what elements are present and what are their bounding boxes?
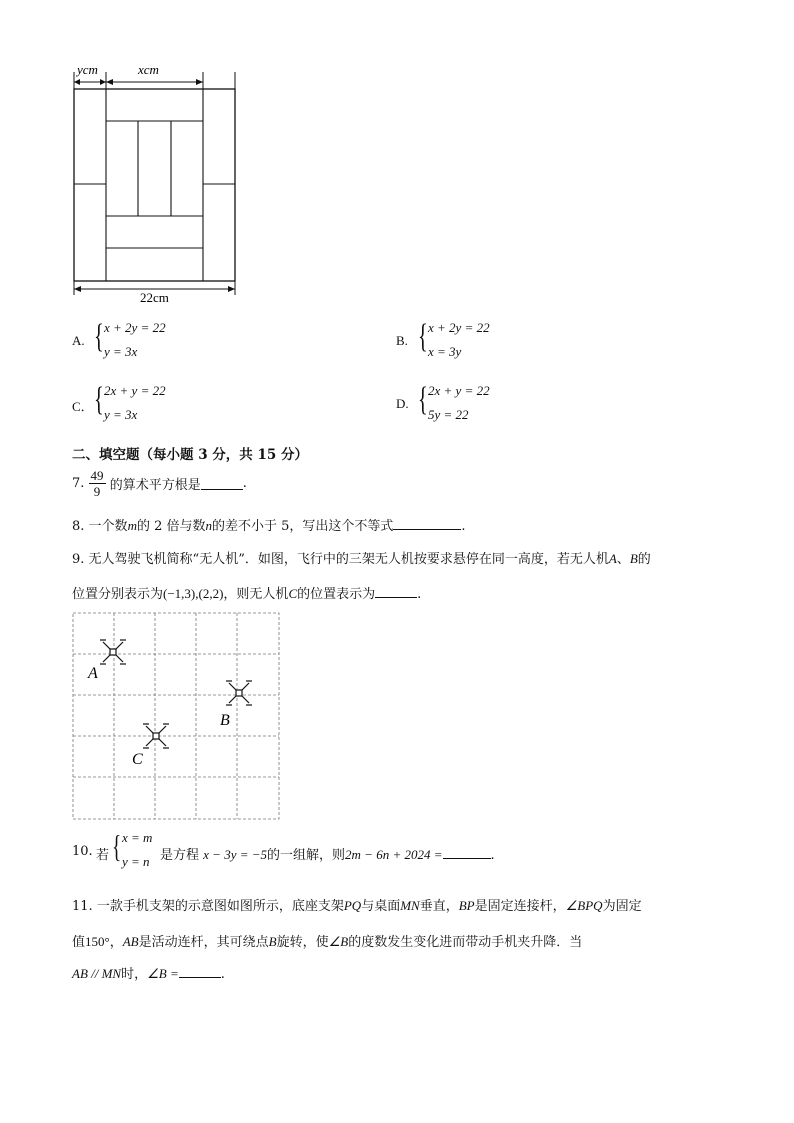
q11-pq: PQ — [343, 898, 362, 913]
q9-line2-p1: 位置分别表示为 — [72, 587, 164, 602]
q11-angle-b: ∠B — [328, 934, 349, 949]
q11-end: . — [220, 967, 225, 982]
q11-deg: 150° — [85, 934, 110, 949]
q11-b-point: B — [268, 934, 277, 949]
q11-line3-p2: 时， — [121, 967, 148, 982]
question-9-line2 — [72, 583, 421, 602]
q10-equation: x − 3y = −5 — [203, 847, 268, 862]
q11-line2-p3: 是活动连杆，其可绕点 — [138, 935, 269, 950]
q11-line2-p5: 的度数发生变化进而带动手机夹升降．当 — [348, 935, 583, 950]
option-a-eq1: x + 2y = 22 — [104, 320, 166, 335]
section-heading: 二、填空题（每小题 3 分，共 15 分） — [72, 447, 308, 463]
q10-brace: { — [112, 828, 122, 864]
q7-end: . — [242, 476, 247, 491]
q9-c: C — [288, 586, 298, 601]
q9-end: . — [417, 587, 422, 602]
q11-angle-bpq: ∠BPQ — [565, 898, 603, 913]
q7-fraction — [89, 468, 106, 499]
q9-line1: 无人驾驶飞机简称“无人机”．如图，飞行中的三架无人机按要求悬停在同一高度，若无人机 — [88, 552, 609, 567]
q9-number: 9. — [72, 552, 85, 567]
q9-a: A — [608, 551, 617, 566]
option-d-eq2: 5y = 22 — [428, 407, 469, 422]
q11-line1-p5: 为固定 — [602, 899, 642, 914]
q9-b: B — [629, 551, 638, 566]
q11-mn: MN — [400, 898, 420, 913]
option-d-label: D. — [396, 396, 409, 411]
q8-p2: 的 2 倍与数 — [136, 519, 206, 534]
q11-line1-p1: 一款手机支架的示意图如图所示，底座支架 — [96, 899, 344, 914]
question-9-line1 — [72, 548, 651, 567]
question-8 — [72, 515, 466, 534]
drone-label-c: C — [132, 751, 143, 768]
option-b-label: B. — [396, 333, 408, 348]
q10-end: . — [490, 848, 495, 863]
drone-b-icon — [226, 681, 252, 705]
q7-answer-blank[interactable] — [201, 477, 243, 490]
q10-p2-text: 是方程 — [160, 848, 200, 863]
question-11-line1 — [72, 895, 642, 914]
q7-text: 的算术平方根是 — [109, 478, 201, 493]
option-d-eq1: 2x + y = 22 — [428, 383, 490, 398]
q10-number: 10. — [72, 844, 93, 859]
option-c-eq1: 2x + y = 22 — [104, 383, 166, 398]
q9-line2-p3: 的位置表示为 — [297, 587, 376, 602]
q11-line2-p4: 旋转，使 — [276, 935, 329, 950]
rectangle-tiling-figure — [60, 60, 260, 305]
q10-answer-blank[interactable] — [443, 846, 491, 859]
q11-line2-p2: ， — [109, 935, 123, 950]
q11-parallel: AB // MN — [72, 966, 122, 981]
q8-n: n — [205, 518, 212, 533]
label-ycm: ycm — [77, 62, 98, 77]
option-b-eq2: x = 3y — [428, 344, 462, 359]
q11-answer-blank[interactable] — [179, 965, 221, 978]
q7-number: 7. — [72, 476, 85, 491]
drone-label-b: B — [220, 712, 230, 729]
q11-line2-p1: 值 — [72, 935, 86, 950]
q10-p2 — [160, 844, 495, 863]
q11-bp: BP — [458, 898, 475, 913]
option-d-brace: { — [418, 381, 428, 418]
q8-number: 8. — [72, 519, 85, 534]
option-a-eq2: y = 3x — [104, 344, 138, 359]
q8-p3: 的差不小于 5，写出这个不等式 — [212, 519, 394, 534]
q11-line1-p2: 与桌面 — [361, 899, 401, 914]
option-c-eq2: y = 3x — [104, 407, 138, 422]
drone-a-icon — [100, 640, 126, 664]
question-11-line3 — [72, 963, 225, 982]
q9-line2-p2: ，则无人机 — [223, 587, 289, 602]
q11-line1-p4: 是固定连接杆， — [474, 899, 566, 914]
q9-coords: (−1,3),(2,2) — [163, 586, 224, 601]
q9-line1-end: 的 — [637, 552, 651, 567]
q8-answer-blank[interactable] — [393, 517, 461, 530]
option-a-label: A. — [72, 333, 85, 348]
q8-p1: 一个数 — [88, 519, 128, 534]
q9-sep: 、 — [616, 552, 630, 567]
q11-line1-p3: 垂直， — [419, 899, 459, 914]
q11-line3-p3: ∠B = — [147, 966, 179, 981]
label-xcm: xcm — [138, 62, 159, 77]
q7-frac-num: 49 — [90, 468, 104, 483]
option-c-label: C． — [72, 399, 94, 414]
option-a-brace: { — [94, 318, 104, 355]
q10-expr: 2m − 6n + 2024 = — [345, 847, 443, 862]
label-22cm: 22cm — [140, 290, 169, 305]
q11-ab: AB — [122, 934, 139, 949]
question-11-line2 — [72, 931, 582, 950]
q10-eq2: y = n — [122, 854, 150, 869]
option-b-eq1: x + 2y = 22 — [428, 320, 490, 335]
q11-number: 11. — [72, 899, 93, 914]
question-10 — [72, 830, 552, 870]
option-b-brace: { — [418, 318, 428, 355]
q9-answer-blank[interactable] — [375, 585, 417, 598]
drone-label-a: A — [88, 665, 98, 682]
option-c-brace: { — [94, 381, 104, 418]
q8-m: m — [127, 518, 137, 533]
q10-p1: 若 — [96, 848, 110, 863]
q8-end: . — [461, 519, 466, 534]
question-7 — [72, 468, 247, 499]
q10-p3: 的一组解，则 — [267, 848, 346, 863]
drone-grid-figure — [72, 612, 282, 822]
q10-eq1: x = m — [122, 830, 153, 845]
q7-frac-den: 9 — [93, 484, 101, 499]
